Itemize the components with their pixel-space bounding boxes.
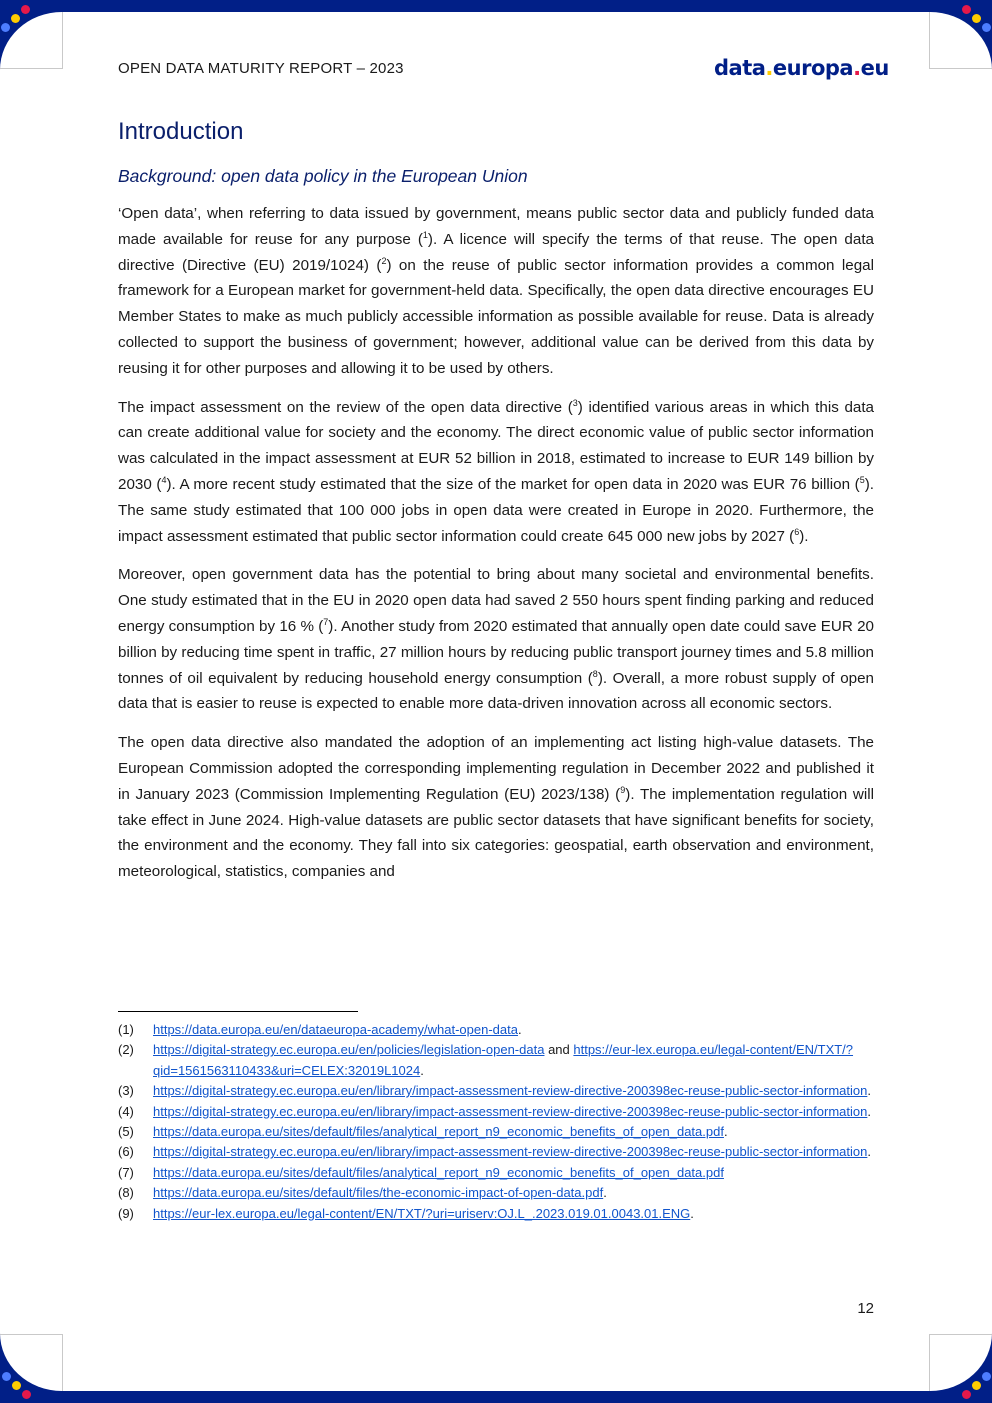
paragraph-text: ). A more recent study estimated that the size of the market for open data in 2020 was EUR 76 billion (: [166, 475, 860, 493]
yellow-dot-icon: [972, 14, 981, 23]
data-europa-logo: data.europa.eu: [714, 56, 889, 80]
footnote-end-punctuation: .: [517, 1022, 522, 1037]
paragraph-text: Moreover, open government data has the potential to bring about many societal and environmental benefits. One study estimated that in the EU in 2020 open data had saved 2 550 hours spent finding parking and reduced energy consumption by 16 % (: [118, 566, 874, 635]
paragraph-text: The impact assessment on the review of the open data directive (: [118, 398, 573, 416]
footnote-item: [118, 1122, 878, 1142]
footnote-reference[interactable]: 7: [323, 616, 329, 627]
footnote-end-punctuation: .: [867, 1083, 871, 1099]
body-paragraph: [118, 395, 874, 550]
footnote-reference[interactable]: 4: [161, 474, 167, 485]
red-dot-icon: [21, 5, 30, 14]
blue-dot-icon: [2, 1372, 11, 1381]
footnote-reference[interactable]: 3: [572, 397, 578, 408]
footnote-text: [153, 1020, 878, 1040]
paragraph-text: ).: [799, 527, 809, 545]
footnote-link[interactable]: https://data.europa.eu/sites/default/files/analytical_report_n9_economic_benefits_of_open_data.pdf: [153, 1164, 724, 1180]
paragraph-text: ). The implementation regulation will take effect in June 2024. High-value datasets are public sector datasets that have significant benefits for society, the environment and the economy. They fall into six categories: geospatial, earth observation and environment, meteorological, statistics, companies and: [118, 785, 874, 881]
footnote-number: (1): [118, 1022, 134, 1037]
page-number: 12: [857, 1300, 874, 1317]
footnote-number: (2): [118, 1042, 134, 1058]
footnote-link[interactable]: https://digital-strategy.ec.europa.eu/en/library/impact-assessment-review-directive-200398ec-reuse-public-sector-information: [153, 1103, 868, 1119]
footnote-text: [153, 1183, 878, 1203]
body-paragraph: [118, 730, 874, 885]
footnote-reference[interactable]: 9: [620, 784, 626, 795]
crop-mark-bottom-right: [929, 1334, 992, 1391]
crop-mark-top-right: [929, 12, 992, 69]
footnote-reference[interactable]: 8: [592, 668, 598, 679]
crop-mark-top-left: [0, 12, 63, 69]
body-paragraph: [118, 562, 874, 717]
footnote-end-punctuation: .: [723, 1124, 728, 1140]
paragraph-text: ) identified various areas in which this data can create additional value for society and the economy. The direct economic value of public sector information was calculated in the impact assessment at EUR 52 billion in 2018, estimated to increase to EUR 149 billion by 2030 (: [118, 398, 875, 493]
footnote-reference[interactable]: 2: [381, 255, 387, 266]
section-subtitle: Background: open data policy in the European Union: [118, 166, 528, 186]
paragraph-text: ) on the reuse of public sector information provides a common legal framework for a European market for government-held data. Specifically, the open data directive encourages EU Member States to make as much publicly accessible information as possible available for reuse. Data is already collected to support the business of government; however, additional value can be derived from this data by reusing it for other purposes and allowing it to be used by others.: [118, 256, 874, 377]
footnote-item: [118, 1183, 878, 1203]
footnote-number: (5): [118, 1124, 134, 1140]
footnote-text: [153, 1040, 878, 1081]
body-paragraph: [118, 201, 874, 382]
footnote-end-punctuation: .: [420, 1062, 424, 1078]
footnote-text: [153, 1204, 878, 1224]
footnote-number: (3): [118, 1083, 134, 1099]
paragraph-text: ). Another study from 2020 estimated that annually open date could save EUR 20 billion by reducing time spent in traffic, 27 million hours by reducing public transport journey times and 5.8 million tonnes of oil equivalent by reducing household energy consumption (: [118, 617, 874, 687]
footnote-number: (8): [118, 1185, 134, 1201]
yellow-dot-icon: [12, 1381, 21, 1390]
footnote-reference[interactable]: 1: [422, 229, 428, 240]
footnote-link[interactable]: https://eur-lex.europa.eu/legal-content/EN/TXT/?uri=uriserv:OJ.L_.2023.019.01.0043.01.ENG: [153, 1205, 691, 1221]
red-dot-icon: [962, 1390, 971, 1399]
paragraph-text: The open data directive also mandated the adoption of an implementing act listing high-value datasets. The European Commission adopted the corresponding implementing regulation in December 2022 and published it in January 2023 (Commission Implementing Regulation (EU) 2023/138) (: [118, 734, 874, 803]
section-title: Introduction: [118, 118, 244, 145]
footnote-item: [118, 1081, 878, 1101]
footnote-text: [153, 1102, 878, 1122]
footnote-text: [153, 1142, 878, 1162]
top-brand-band: [0, 0, 992, 12]
paragraph-text: ). A licence will specify the terms of that reuse. The open data directive (Directive (EU) 2019/1024) (: [118, 230, 874, 274]
footnote-item: [118, 1040, 878, 1081]
footnote-end-punctuation: .: [603, 1185, 607, 1201]
footnote-reference[interactable]: 6: [794, 526, 800, 537]
blue-dot-icon: [982, 1372, 991, 1381]
blue-dot-icon: [982, 23, 991, 32]
footnote-link[interactable]: https://eur-lex.europa.eu/legal-content/EN/TXT/?qid=1561563110433&uri=CELEX:32019L1024: [153, 1042, 854, 1078]
footnote-end-punctuation: .: [867, 1144, 871, 1160]
footnote-number: (4): [118, 1103, 134, 1119]
footnote-text: [153, 1081, 878, 1101]
report-title: OPEN DATA MATURITY REPORT – 2023: [118, 60, 404, 77]
crop-mark-bottom-left: [0, 1334, 63, 1391]
footnote-item: [118, 1102, 878, 1122]
red-dot-icon: [962, 5, 971, 14]
footnote-item: [118, 1020, 878, 1040]
paragraph-text: ). Overall, a more robust supply of open data that is easier to reuse is expected to enable more data-driven innovation across all economic sectors.: [118, 669, 874, 713]
footnote-text: [153, 1122, 878, 1142]
footnote-link[interactable]: https://digital-strategy.ec.europa.eu/en/library/impact-assessment-review-directive-200398ec-reuse-public-sector-information: [153, 1083, 868, 1099]
bottom-brand-band: [0, 1391, 992, 1403]
footnote-number: (6): [118, 1144, 134, 1160]
footnote-item: [118, 1204, 878, 1224]
main-content: [118, 118, 874, 898]
body-paragraphs: [118, 201, 874, 885]
footnote-joiner: and: [544, 1042, 574, 1058]
footnote-link[interactable]: https://data.europa.eu/sites/default/files/analytical_report_n9_economic_benefits_of_open_data.pdf: [153, 1124, 724, 1140]
footnotes-list: [118, 1020, 878, 1224]
footnote-number: (9): [118, 1205, 134, 1221]
blue-dot-icon: [1, 23, 10, 32]
footnote-separator: [118, 1011, 358, 1012]
footnote-link[interactable]: https://data.europa.eu/en/dataeuropa-academy/what-open-data: [153, 1022, 518, 1037]
footnote-item: [118, 1142, 878, 1162]
footnote-reference[interactable]: 5: [859, 474, 865, 485]
footnote-text: [153, 1163, 878, 1183]
yellow-dot-icon: [11, 14, 20, 23]
paragraph-text: ). The same study estimated that 100 000 jobs in open data were created in Europe in 2020. Furthermore, the impact assessment estimated that public sector information could create 645 000 new jobs by 2027 (: [118, 475, 874, 545]
footnote-number: (7): [118, 1164, 134, 1180]
paragraph-text: ‘Open data’, when referring to data issued by government, means public sector data and publicly funded data made available for reuse for any purpose (: [118, 205, 874, 248]
footnote-link[interactable]: https://digital-strategy.ec.europa.eu/en/library/impact-assessment-review-directive-200398ec-reuse-public-sector-information: [153, 1144, 868, 1160]
footnote-link[interactable]: https://data.europa.eu/sites/default/files/the-economic-impact-of-open-data.pdf: [153, 1185, 604, 1201]
footnote-link[interactable]: https://digital-strategy.ec.europa.eu/en/policies/legislation-open-data: [153, 1042, 545, 1058]
footnote-end-punctuation: .: [690, 1205, 694, 1221]
footnote-end-punctuation: .: [867, 1103, 871, 1119]
footnote-item: [118, 1163, 878, 1183]
yellow-dot-icon: [972, 1381, 981, 1390]
red-dot-icon: [22, 1390, 31, 1399]
